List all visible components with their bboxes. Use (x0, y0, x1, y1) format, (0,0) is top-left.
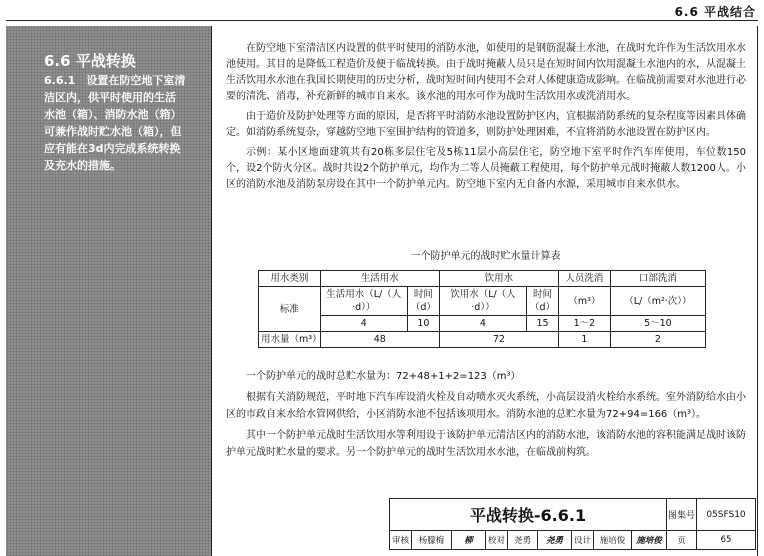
outlet-standard-value: 5～10 (610, 316, 705, 332)
sidebar-panel (6, 26, 211, 556)
group-header-personnel: 人员洗消 (559, 271, 611, 287)
commentary-text (226, 41, 746, 193)
drinking-time-value: 15 (527, 316, 559, 332)
atlas-number-label: 图集号 (667, 499, 697, 531)
personnel-unit: （m³） (559, 287, 611, 316)
main-content-panel (211, 26, 758, 556)
group-header-drinking: 饮用水 (439, 271, 558, 287)
water-storage-table (258, 270, 706, 348)
paragraph-2: 由于造价及防护处理等方面的原因，是否将平时消防水池设置防护区内，宜根据消防系统的复杂程度等因素具体确定。如消防系统复杂，穿越防空地下室围护结构的管道多，则防护处理困难，不宜将消防水池设置在防护区内。 (226, 111, 746, 138)
review-label: 审核 (390, 531, 412, 549)
page-label: 页 (667, 531, 697, 549)
designer-signature: 施培俊 (632, 531, 667, 549)
group-header-domestic: 生活用水 (320, 271, 439, 287)
personnel-volume-value: 1 (559, 332, 611, 348)
domestic-time-label: 时间（d） (407, 287, 439, 316)
row-label-volume: 用水量（m³） (259, 332, 321, 348)
drinking-standard-label: 饮用水（L/（人·d）） (439, 287, 526, 316)
personnel-standard-value: 1～2 (559, 316, 611, 332)
outlet-volume-value: 2 (610, 332, 705, 348)
atlas-number-value: 05SFS10 (697, 499, 755, 531)
checker-name: 尧勇 (508, 531, 538, 549)
group-header-outlet: 口部洗消 (610, 271, 705, 287)
col-header-category: 用水类别 (259, 271, 321, 287)
reviewer-signature: 柳 (452, 531, 486, 549)
domestic-standard-label: 生活用水（L/（人·d）） (320, 287, 407, 316)
reviewer-name: 杨朦梅 (412, 531, 452, 549)
drawing-title-block (389, 498, 756, 550)
domestic-standard-value: 4 (320, 316, 407, 332)
check-label: 校对 (486, 531, 508, 549)
header-divider (6, 20, 758, 21)
section-header-title: 6.6 平战结合 (674, 5, 756, 19)
signature-row (390, 531, 755, 549)
design-label: 设计 (572, 531, 594, 549)
table-caption: 一个防护单元的战时贮水量计算表 (410, 251, 561, 262)
sidebar-heading: 6.6 平战转换 (44, 52, 136, 70)
designer-name: 施培俊 (594, 531, 632, 549)
checker-signature: 尧勇 (538, 531, 572, 549)
paragraph-1: 在防空地下室清洁区内设置的供平时使用的消防水池，如使用的是钢筋混凝土水池，在战时允许作为生活饮用水水池使用。其目的是降低工程造价及便于临战转换。由于战时掩蔽人员只是在短时间内饮用混凝土水池内的水，从混凝土生活饮用水水池在我国长期使用的历史分析，战时短时间内使用不会对人体健康造成影响。在临战前需要对水池进行必要的清洗、消毒，补充新鲜的城市自来水。该水池的用水可作为战时生活饮用水或洗消用水。 (226, 43, 746, 102)
outlet-unit: （L/（m²·次）） (610, 287, 705, 316)
fire-code-paragraph: 根据有关消防规范，平时地下汽车库设消火栓及自动喷水灭火系统，小高层设消火栓给水系统。室外消防给水由小区的市政自来水给水管网供给，小区消防水池不包括该项用水。消防水池的总贮水量为72+94=166（m³）。 (226, 392, 746, 420)
page-number: 65 (720, 535, 732, 545)
drinking-standard-value: 4 (439, 316, 526, 332)
sidebar-clause-text: 6.6.1 设置在防空地下室清洁区内，供平时使用的生活水池（箱）、消防水池（箱）可兼作战时贮水池（箱），但应有能在3d内完成系统转换及充水的措施。 (44, 74, 186, 172)
drinking-time-label: 时间（d） (527, 287, 559, 316)
calculation-text (226, 368, 746, 461)
row-label-standard: 标准 (259, 287, 321, 332)
total-storage-line: 一个防护单元的战时总贮水量为：72+48+1+2=123（m³） (246, 371, 521, 382)
drinking-volume-value: 72 (439, 332, 558, 348)
conclusion-paragraph: 其中一个防护单元战时生活饮用水等利用设于该防护单元清洁区内的消防水池，该消防水池的容积能满足战时该防护单元战时贮水量的要求。另一个防护单元的战时生活饮用水水池，在临战前构筑。 (226, 430, 746, 458)
domestic-volume-value: 48 (320, 332, 439, 348)
drawing-title: 平战转换-6.6.1 (390, 499, 667, 531)
paragraph-3: 示例：某小区地面建筑共有20栋多层住宅及5栋11层小高层住宅，防空地下室平时作汽车库使用，车位数150个，设2个防火分区。战时共设2个防护单元，均作为二等人员掩蔽工程使用，每个防护单元战时掩蔽人数1200人。小区的消防水池及消防泵房设在其中一个防护单元内。防空地下室内无自备内水源，采用城市自来水供水。 (226, 147, 746, 190)
domestic-time-value: 10 (407, 316, 439, 332)
